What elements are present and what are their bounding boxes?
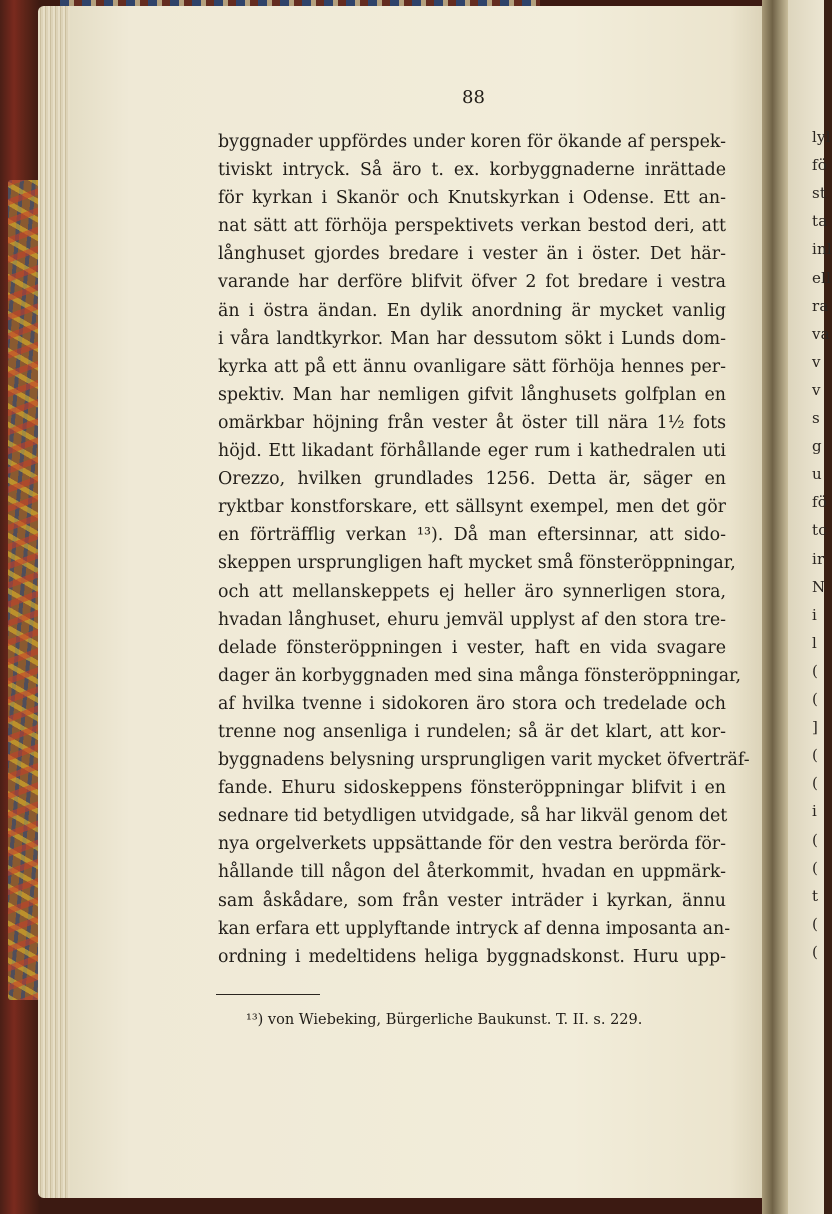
- text-line: varande har derföre blifvit öfver 2 fot bredare i vestra: [218, 272, 726, 293]
- text-line: nya orgelverkets uppsättande för den vestra berörda för-: [218, 834, 726, 855]
- text-line: för kyrkan i Skanör och Knutskyrkan i Odense. Ett an-: [218, 188, 726, 209]
- next-page-fragment: (: [812, 690, 819, 708]
- next-page-fragment: v: [812, 380, 821, 399]
- next-page-fragment: (: [812, 661, 819, 680]
- next-page-edge: [788, 0, 832, 1214]
- text-line: byggnadens belysning ursprungligen varit mycket öfverträf-: [218, 750, 750, 771]
- next-page-fragment: s: [812, 409, 820, 427]
- next-page-fragment: (: [812, 858, 819, 877]
- text-line: dager än korbyggnaden med sina många fönsteröppningar,: [218, 665, 741, 686]
- next-page-fragment: fö: [812, 493, 827, 512]
- text-line: omärkbar höjning från vester åt öster till nära 1½ fots: [218, 412, 726, 433]
- text-line: af hvilka tvenne i sidokoren äro stora och tredelade och: [218, 693, 726, 714]
- text-line: skeppen ursprungligen haft mycket små fönsteröppningar,: [218, 553, 736, 574]
- text-line: hvadan långhuset, ehuru jemväl upplyst af den stora tre-: [218, 609, 726, 630]
- text-line: långhuset gjordes bredare i vester än i öster. Det här-: [218, 244, 726, 265]
- next-page-fragment: t: [812, 886, 819, 905]
- text-line: sam åskådare, som från vester inträder i kyrkan, ännu: [218, 890, 726, 911]
- next-page-fragment: g: [812, 437, 822, 456]
- book-gutter: [762, 0, 788, 1214]
- next-page-fragment: lyl: [812, 128, 831, 146]
- text-line: Orezzo, hvilken grundlades 1256. Detta är, säger en: [218, 469, 726, 490]
- text-line: byggnader uppfördes under koren för ökande af perspek-: [218, 132, 726, 152]
- next-page-fragment: (: [812, 942, 819, 961]
- page-number: 88: [462, 87, 485, 108]
- body-text: [218, 128, 750, 971]
- next-page-fragment: (: [812, 746, 819, 765]
- text-line: kan erfara ett upplyftande intryck af denna imposanta an-: [218, 918, 731, 939]
- text-line: ordning i medeltidens heliga byggnadskonst. Huru upp-: [218, 946, 726, 967]
- text-line: sednare tid betydligen utvidgade, så har likväl genom det: [218, 806, 728, 827]
- next-page-fragment: v: [812, 352, 821, 371]
- next-page-fragment: (: [812, 830, 819, 849]
- next-page-fragment: fö: [812, 156, 827, 175]
- next-page-fragment: N: [812, 577, 826, 596]
- text-line: delade fönsteröppningen i vester, haft en vida svagare: [218, 637, 726, 658]
- text-line: trenne nog ansenliga i rundelen; så är det klart, att kor-: [218, 721, 726, 742]
- text-line: kyrka att på ett ännu ovanligare sätt förhöja hennes per-: [218, 356, 726, 377]
- next-page-fragment: tc: [812, 521, 827, 540]
- text-line: än i östra ändan. En dylik anordning är mycket vanlig: [218, 300, 726, 321]
- text-line: en förträfflig verkan ¹³). Då man eftersinnar, att sido-: [218, 525, 726, 546]
- next-page-fragment: ta: [812, 212, 828, 231]
- next-page-fragment: u: [812, 465, 822, 484]
- footnote-divider: [216, 994, 320, 995]
- text-line: och att mellanskeppets ej heller äro synnerligen stora,: [218, 581, 726, 602]
- text-line: tiviskt intryck. Så äro t. ex. korbyggnaderne inrättade: [218, 160, 726, 181]
- next-page-fragment: st: [812, 184, 827, 203]
- next-page-fragment: va: [812, 324, 830, 343]
- next-page-fragment: ]: [812, 718, 819, 737]
- next-page-fragment: ir: [812, 549, 825, 568]
- next-page-fragment: ra: [812, 296, 829, 315]
- next-page-fragment: l: [812, 633, 817, 652]
- next-page-fragment: ell: [812, 268, 832, 287]
- text-line: hållande till någon del återkommit, hvadan en uppmärk-: [218, 862, 726, 883]
- text-line: i våra landtkyrkor. Man har dessutom sökt i Lunds dom-: [218, 328, 726, 349]
- next-page-fragment: i: [812, 605, 817, 624]
- text-line: nat sätt att förhöja perspektivets verkan bestod deri, att: [218, 216, 726, 237]
- text-line: spektiv. Man har nemligen gifvit långhusets golfplan en: [218, 384, 726, 405]
- text-line: fande. Ehuru sidoskeppens fönsteröppningar blifvit i en: [218, 778, 726, 799]
- next-page-fragment: i: [812, 802, 817, 821]
- next-page-fragment: inl: [812, 240, 832, 259]
- text-line: höjd. Ett likadant förhållande eger rum i kathedralen uti: [218, 441, 726, 462]
- footnote: ¹³) von Wiebeking, Bürgerliche Baukunst. T. II. s. 229.: [246, 1012, 643, 1028]
- next-page-fragment: (: [812, 914, 819, 933]
- text-line: ryktbar konstforskare, ett sällsynt exempel, men det gör: [218, 497, 726, 518]
- marbled-edge: [8, 180, 42, 1000]
- next-page-fragment: (: [812, 774, 819, 793]
